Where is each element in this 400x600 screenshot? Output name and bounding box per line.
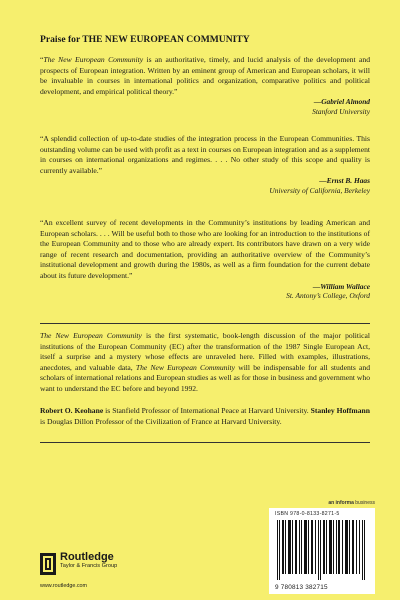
quote-haas [40, 134, 370, 195]
quote-text: “An excellent survey of recent developments in the Community’s institutions by leading American and European scholars. . . . Will be useful both to those who are looking for an introduction to the institutions of the European Community and to those who are already expert. Its contributors have drawn on a very wide range of recent research and documentation, providing an authoritative overview of the Community’s institutional development and growth during the 1980s, as well as a firm foundation for the current debate about its future development.” [40, 218, 370, 280]
informa-rest: business [353, 500, 375, 506]
divider-rule [40, 442, 370, 443]
quote-affiliation: St. Antony’s College, Oxford [286, 291, 370, 301]
barcode-area [269, 500, 375, 595]
author-bio-text: is Stanfield Professor of International Peace at Harvard University. [103, 406, 311, 415]
quote-body: is an authoritative, timely, and lucid analysis of the development and prospects of European integration. Written by an eminent group of American and European scholars, it will be invaluable in courses in international politics and organization, comparative politics and political development, and empirical political theory.” [40, 55, 370, 96]
quote-affiliation: Stanford University [312, 106, 370, 116]
barcode-box [269, 508, 375, 594]
isbn-number: ISBN 978-0-8133-8271-5 [275, 511, 340, 517]
informa-label [328, 500, 375, 506]
publisher-website: www.routledge.com [40, 583, 88, 589]
divider-rule [40, 323, 370, 324]
publisher-brand [60, 551, 117, 570]
quote-wallace [40, 218, 370, 301]
informa-bold: an informa [328, 500, 354, 506]
quote-text: “A splendid collection of up-to-date studies of the integration process in the European Communities. This outstanding volume can be used with profit as a text in courses on European integration and as a supplement in courses on international organizations and regimes. . . . No other study of this scope and quality is currently available.” [40, 134, 370, 175]
barcode-digits: 9 780813 382715 [275, 584, 328, 591]
quote-almond [40, 55, 370, 116]
publisher-tagline: Taylor & Francis Group [60, 563, 118, 569]
book-title-italic: The New European Community [135, 362, 236, 372]
quote-attribution [40, 282, 370, 301]
quote-open-mark: “ [40, 55, 44, 64]
quote-attribution [40, 176, 370, 195]
praise-heading: Praise for THE NEW EUROPEAN COMMUNITY [40, 34, 250, 45]
blurb-text: is the first systematic, book-length discussion of the major political institutions of the European Community (EC) after the transformation of the 1987 Single European Act, itself a surprise and a mystery whose effects are unraveled here. Filled with examples, illustrations, anecdotes, and valuable data, [40, 331, 370, 372]
quote-affiliation: University of California, Berkeley [269, 185, 370, 195]
routledge-logo-icon [40, 553, 56, 575]
publisher-name: Routledge [60, 551, 114, 563]
quote-attribution [40, 97, 370, 116]
book-title-italic: The New European Community [40, 331, 142, 340]
quote-author: —Ernst B. Haas [319, 176, 370, 186]
author-bios [40, 406, 370, 427]
quote-author: —Gabriel Almond [313, 97, 370, 107]
author-bio-text: is Douglas Dillon Professor of the Civilization of France at Harvard University. [40, 416, 282, 426]
author-name: Robert O. Keohane [40, 406, 104, 415]
quote-text [40, 55, 370, 97]
author-name: Stanley Hoffmann [310, 406, 370, 415]
description-blurb [40, 331, 370, 395]
barcode-icon [275, 520, 369, 580]
quote-author: —William Wallace [312, 281, 370, 291]
book-title-italic: The New European Community [43, 55, 144, 64]
blurb-text: will be indispensable for all students and scholars of international relations and European studies as well as for those in business and government who want to understand the EC before and beyond 1992. [40, 362, 370, 393]
